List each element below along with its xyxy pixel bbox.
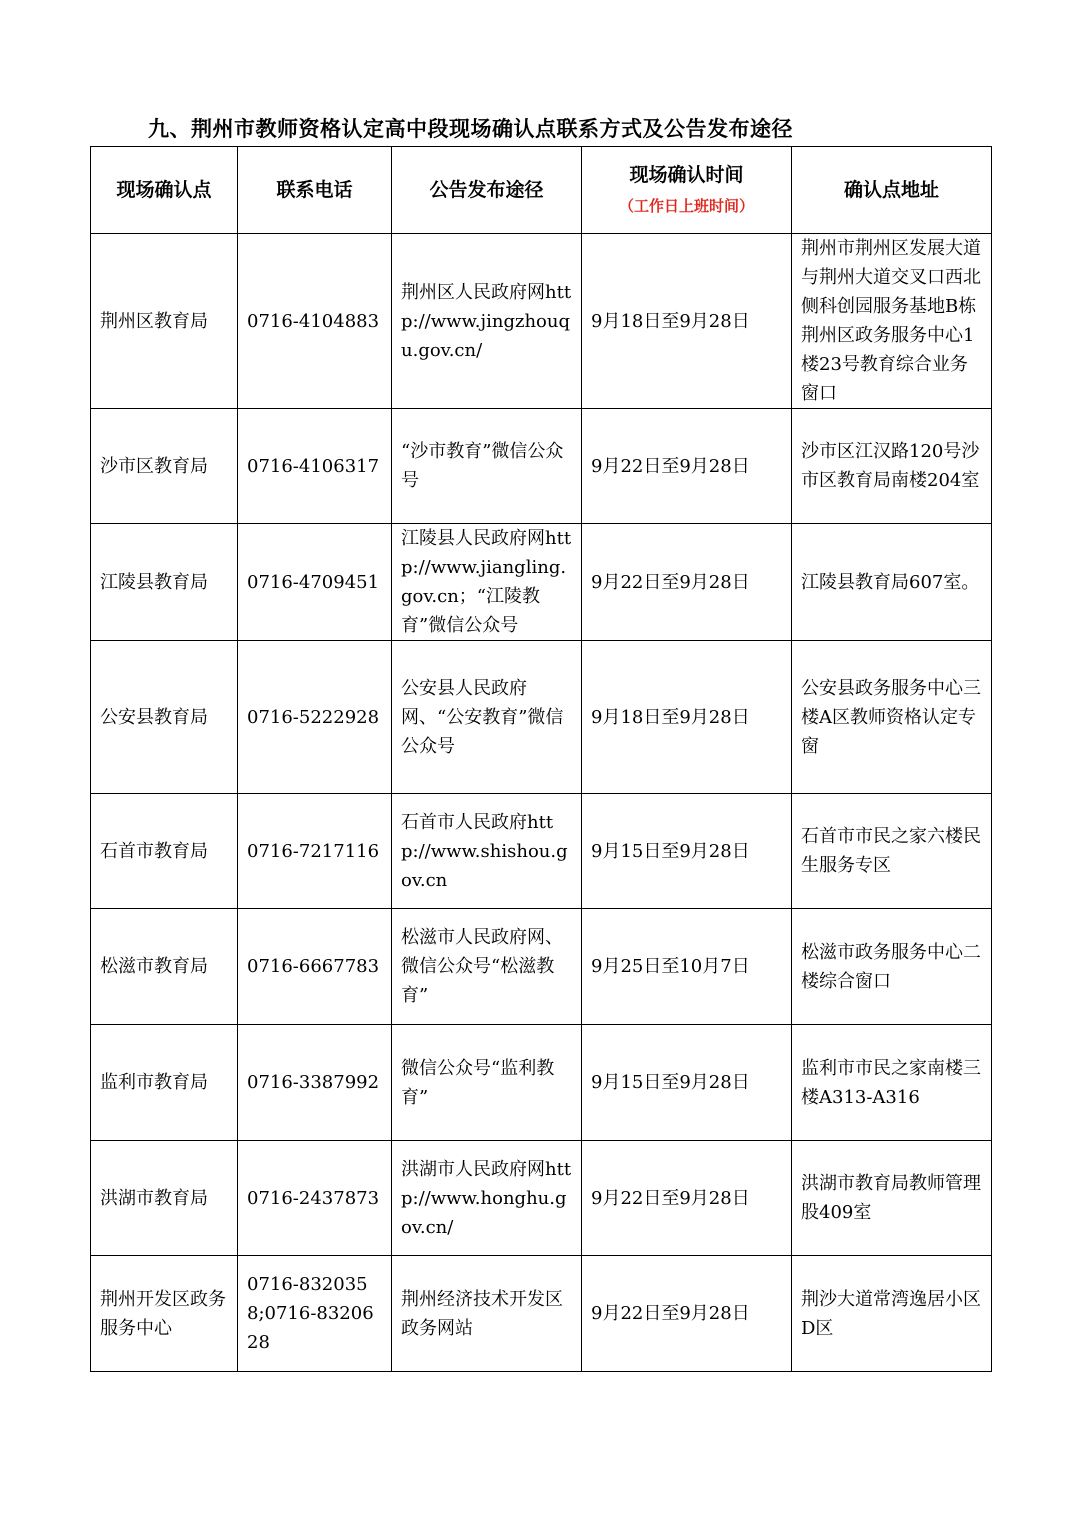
table-row bbox=[91, 794, 992, 909]
route-cell: 荆州经济技术开发区政务网站 bbox=[392, 1256, 582, 1372]
address-cell: 公安县政务服务中心三楼A区教师资格认定专窗 bbox=[792, 641, 992, 794]
address-cell: 沙市区江汉路120号沙市区教育局南楼204室 bbox=[792, 409, 992, 524]
phone-cell: 0716-4709451 bbox=[238, 524, 392, 641]
route-cell: 洪湖市人民政府网http://www.honghu.gov.cn/ bbox=[392, 1141, 582, 1256]
phone-cell: 0716-7217116 bbox=[238, 794, 392, 909]
route-cell: 石首市人民政府http://www.shishou.gov.cn bbox=[392, 794, 582, 909]
table-row bbox=[91, 1025, 992, 1141]
time-cell: 9月25日至10月7日 bbox=[582, 909, 792, 1025]
phone-cell: 0716-6667783 bbox=[238, 909, 392, 1025]
header-time bbox=[582, 147, 792, 234]
time-cell: 9月22日至9月28日 bbox=[582, 1256, 792, 1372]
time-cell: 9月18日至9月28日 bbox=[582, 234, 792, 409]
site-cell: 荆州区教育局 bbox=[91, 234, 238, 409]
table-row bbox=[91, 524, 992, 641]
site-cell: 公安县教育局 bbox=[91, 641, 238, 794]
phone-cell: 0716-3387992 bbox=[238, 1025, 392, 1141]
page-title: 九、荆州市教师资格认定高中段现场确认点联系方式及公告发布途径 bbox=[148, 117, 793, 141]
phone-cell: 0716-4104883 bbox=[238, 234, 392, 409]
header-phone: 联系电话 bbox=[238, 147, 392, 234]
address-cell: 石首市市民之家六楼民生服务专区 bbox=[792, 794, 992, 909]
header-route: 公告发布途径 bbox=[392, 147, 582, 234]
route-cell: “沙市教育”微信公众号 bbox=[392, 409, 582, 524]
header-address: 确认点地址 bbox=[792, 147, 992, 234]
site-cell: 沙市区教育局 bbox=[91, 409, 238, 524]
address-cell: 江陵县教育局607室。 bbox=[792, 524, 992, 641]
address-cell: 松滋市政务服务中心二楼综合窗口 bbox=[792, 909, 992, 1025]
site-cell: 松滋市教育局 bbox=[91, 909, 238, 1025]
time-cell: 9月22日至9月28日 bbox=[582, 409, 792, 524]
table-row bbox=[91, 909, 992, 1025]
site-cell: 洪湖市教育局 bbox=[91, 1141, 238, 1256]
address-cell: 荆沙大道常湾逸居小区D区 bbox=[792, 1256, 992, 1372]
time-cell: 9月18日至9月28日 bbox=[582, 641, 792, 794]
route-cell: 荆州区人民政府网http://www.jingzhouqu.gov.cn/ bbox=[392, 234, 582, 409]
table-row bbox=[91, 234, 992, 409]
table-row bbox=[91, 409, 992, 524]
time-cell: 9月15日至9月28日 bbox=[582, 794, 792, 909]
time-cell: 9月22日至9月28日 bbox=[582, 1141, 792, 1256]
table-row bbox=[91, 1141, 992, 1256]
time-cell: 9月22日至9月28日 bbox=[582, 524, 792, 641]
time-cell: 9月15日至9月28日 bbox=[582, 1025, 792, 1141]
address-cell: 洪湖市教育局教师管理股409室 bbox=[792, 1141, 992, 1256]
phone-cell: 0716-8320358;0716-8320628 bbox=[238, 1256, 392, 1372]
site-cell: 荆州开发区政务服务中心 bbox=[91, 1256, 238, 1372]
site-cell: 监利市教育局 bbox=[91, 1025, 238, 1141]
header-time-label: 现场确认时间 bbox=[629, 164, 744, 186]
phone-cell: 0716-5222928 bbox=[238, 641, 392, 794]
table-row bbox=[91, 641, 992, 794]
route-cell: 公安县人民政府网、“公安教育”微信公众号 bbox=[392, 641, 582, 794]
header-time-note: （工作日上班时间） bbox=[618, 197, 754, 215]
phone-cell: 0716-2437873 bbox=[238, 1141, 392, 1256]
table-header-row bbox=[91, 147, 992, 234]
site-cell: 石首市教育局 bbox=[91, 794, 238, 909]
contact-table bbox=[90, 146, 992, 1372]
route-cell: 松滋市人民政府网、微信公众号“松滋教育” bbox=[392, 909, 582, 1025]
phone-cell: 0716-4106317 bbox=[238, 409, 392, 524]
header-site: 现场确认点 bbox=[91, 147, 238, 234]
route-cell: 微信公众号“监利教育” bbox=[392, 1025, 582, 1141]
address-cell: 监利市市民之家南楼三楼A313-A316 bbox=[792, 1025, 992, 1141]
table-row bbox=[91, 1256, 992, 1372]
route-cell: 江陵县人民政府网http://www.jiangling.gov.cn；“江陵教育”微信公众号 bbox=[392, 524, 582, 641]
site-cell: 江陵县教育局 bbox=[91, 524, 238, 641]
address-cell: 荆州市荆州区发展大道与荆州大道交叉口西北侧科创园服务基地B栋荆州区政务服务中心1楼23号教育综合业务窗口 bbox=[792, 234, 992, 409]
